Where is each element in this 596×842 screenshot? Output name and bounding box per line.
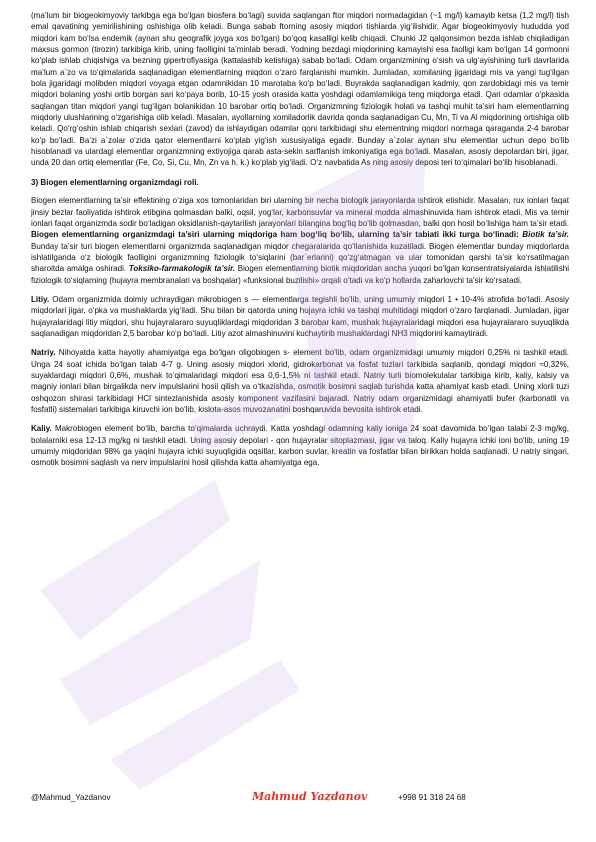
watermark-stroke-bottom xyxy=(60,560,260,725)
natriy-term: Natriy. xyxy=(31,348,56,358)
paragraph-litiy xyxy=(31,294,569,339)
watermark-stroke-left xyxy=(40,480,230,640)
toxico-term: Toksiko-farmakologik ta’sir. xyxy=(128,264,236,274)
biogen-role-intro: Biogen elementlarning ta’sir effektining o‘ziga xos tomonlaridan biri ularning bir necha biologik jarayonlarda ishtirok etishidir. Masalan, rux ionlari faqat jinsiy bezlar faoliyatida ishtirok etibgina qolmasdan balki, oqsil, yog‘lar, karbonsuvlar va mineral modda almashinuvida ham ishtirok etadi. Mis va temir ionlari faqat organizmda sodir bo‘ladigan oksidlanish-qaytarilish jarayonlari bilangina bog‘liq bo‘lib qolmasdan, balki qon hosil bo‘lishiga ham ta’sir etadi. xyxy=(31,196,569,228)
litiy-term: Litiy. xyxy=(31,294,50,304)
kaliy-term: Kaliy. xyxy=(31,424,52,434)
biogen-role-bold-statement: Biogen elementlarning organizmdagi ta’siri ularning miqdoriga ham bog‘liq bo‘lib, ularning ta’sir tabiati ikki turga bo‘linadi: xyxy=(31,230,519,240)
paragraph-kaliy xyxy=(31,423,569,468)
paragraph-fluor-iodine: (ma’lum bir biogeokimyoviy tarkibga ega bo‘lgan biosfera bo‘lagi) suvida saqlangan ftor miqdori normadagidan (~1 mg/l) kamayib ketsa (1,2 mg/l) tish emal qavatining yemirilishining oshishiga olib keladi. Bunga sabab ftorning asosiy miqdori tishlarda yig‘ilishidir. Agar biogeokimyoviy hududda yod miqdori kam bo‘lsa endemik (aynan shu geografik joyga xos bo‘lgan) bo‘qoq kasalligi kelib chiqadi. Chunki J2 qalqonsimon bezda ishlab chiqiladigan maxsus gormon (tirozin) tarkibiga kirib, uning faolligini ta’minlab beradi. Yodning bezdagi miqdorining kamayishi esa faolligi kam bo‘lgan 14 gormonni ko‘plab ishlab chiqishiga va bezning gipertrofiyasiga (kattalashib ketishiga) sabab bo‘ladi. Odam organizmining o‘sish va ulg‘ayishining turli davrlarida ma’lum a`zo va to‘qimalarida saqlanadigan elementlarning miqdori o‘zaro farqlanishi mumkin. Jumladan, xomilaning jigaridagi mis va yangi tug‘ilgan bola jigaridagi molibden miqdori voyaga etgan odamnikidan 10 marotaba ko‘p bo‘ladi. Buyrakda saqlanadigan kadmiy, qon zardobidagi mis va temir miqdori bolaning yoshi ortib borgan sari ko‘paya borib, 10-15 yosh orasida katta yoshdagi odamlarnikiga teng miqdorga etadi. Qari odamlar o‘pkasida saqlangan titan miqdori yangi tug‘ilgan bolanikidan 10 barobar ortiq bo‘ladi. Organizmning fiziologik holati va tashqi muhit ta’siri ham elementlarning miqdoriy ulushlarining o‘zgarishiga olib keladi. Masalan, ayollarning xomiladorlik davrida qonda saqlanadigan Cu, Mn, Ti va Al miqdorining ortishiga olib keladi. Qo‘rg‘oshin ishlab chiqarish sexlari (zavod) da ishlaydigan odamlar qoni tarkibidagi shu elementning miqdori normaga qaraganda 2-4 barobar ko‘p bo‘ladi. Ba’zi a`zolar o‘zida qator elementlarni ko‘plab yig‘ish xususiyatiga egadir. Bunday a`zolar aynan shu elementlar uchun depo bo‘lib hisoblanadi va ulardagi elementlar organizmning extiyojiga qarab asta-sekin sarflanish imkoniyatiga ega bo‘ladi. Masalan, asosiy depolardan biri, jigar, unda 20 dan ortiq elementlar (Fe, Co, Si, Cu, Mn, Zn va h. k.) ko‘plab yig‘iladi. O‘z navbatida As ning asosiy deposi teri to‘qimalari bo‘lib hisoblanadi. xyxy=(31,11,569,168)
toxico-description: Biogen elementlarning biotik miqdoridan ancha yuqori bo‘lgan konsentratsiyalarda ishlatilishi fiziologik to‘siqlarning (hujayra membranalari va boshqalar) «funksional buzilishi» orqali o‘tadi va ko‘p hollarda zaharlovchi ta’sir ko‘rsatadi. xyxy=(31,264,569,285)
biotik-description: Bunday ta’sir turi biogen elementlarni organizmda saqlanadigan miqdor chegaralarida qo‘llanishida kuzatiladi. Biogen elementlar bunday miqdorlarda ishlatilganda o‘z biologik faolligini organizmning fiziologik to‘siqlarini (bar`erlarini) qo‘zg‘atmagan va ular tomonidan qarshi ta’sir ko‘rsatilmagan sharoitda amalga oshiradi. xyxy=(31,241,569,274)
litiy-text: Odam organizmida doimiy uchraydigan mikrobiogen s — elementlarga tegishli bo‘lib, uning umumiy miqdori 1 • 10-4% atrofida bo‘ladi. Asosiy miqdorlari jigar, o‘pka va mushaklarda yig‘iladi. Shu bilan bir qatorda uning hujayra ichki va tashqi muhitidagi miqdori o‘zaro farqlanadi. Jumladan, jigar hujayralaridagi litiy miqdori, shu hujayralararo suyuqliklardagi miqdoridan 3 barobar kam, mushak hujayralaridagi miqdori esa hujayralararo suyuqlikda saqlanadigan miqdoridan 2,5 barobar ko‘p bo‘ladi. Litiy azot almashinuvini kuchaytirib mushaklardagi NH3 miqdorini kamaytiradi. xyxy=(31,294,569,338)
paragraph-biogen-role xyxy=(31,195,569,286)
biotik-term: Biotik ta’sir. xyxy=(522,230,569,240)
document-page xyxy=(31,10,569,477)
page-footer xyxy=(31,792,569,806)
footer-handle: @Mahmud_Yazdanov xyxy=(31,793,111,802)
footer-phone: +998 91 318 24 68 xyxy=(398,793,466,802)
natriy-text: Nihoyatda katta hayotiy ahamiyatga ega bo‘lgan oligobiogen s- element bo‘lib, odam organizmidagi umumiy miqdori 0,25% ni tashkil etadi. Unga 24 soat ichida bo‘lgan talab 4-7 g. Uning asosiy miqdori xlorid, gidrokarbonat va fosfat tuzlari tarkibida saqlanib, qondagi miqdori ≈0,32%, suyaklardagi miqdori 0,6%, mushak to‘qimalaridagi miqdori esa 0,6-1,5% ni tashkil etadi. Natriy turli biomolekulalar tarkibiga kirib, kaliy, kalsiy va magniy ionlari bilan birgalikda nerv impulslarini hosil qilish va o‘tkazishda, osmotik bosimni saqlab turishda katta ahamiyat kasb etadi. Uning xlorli tuzi oshqozon shirasi tarkibidagi HCl sintezlanishida asosiy komponent vazifasini bajaradi. Natriy odam organizmidagi ahamiyatli bufer (karbonatli va fosfatli) sistemalari tarkibiga kiruvchi ion bo‘lib, kislota-asos muvozanatini boshqaruvida bevosita ishtirok etadi. xyxy=(31,348,569,414)
footer-signature: Mahmud Yazdanov xyxy=(252,790,368,803)
paragraph-natriy xyxy=(31,347,569,415)
section-heading: 3) Biogen elementlarning organizmdagi roli. xyxy=(31,177,199,187)
watermark-stroke-tail xyxy=(110,660,300,790)
kaliy-text: Makrobiogen element bo‘lib, barcha to‘qimalarda uchraydi. Katta yoshdagi odamning kaliy ioniga 24 soat davomida bo‘lgan talabi 2-3 mg/kg, bolalarniki esa 12-13 mg/kg ni tashkil etadi. Uning asosiy depolari - qon hujayralar sitoplazmasi, jigar va taloq. Kaliy hujayra ichki ioni bo‘lib, uning 19 umumiy miqdoridan 98% ga yaqini hujayra ichki suyuqligida oqsillar, karbon suvlar, kreatin va fosfatlar bilan birikkan holda saqlanadi. U natriy singari, osmotik bosimni saqlash va nerv impulslarini hosil qilishda katta ahamiyatga ega. xyxy=(31,424,569,468)
